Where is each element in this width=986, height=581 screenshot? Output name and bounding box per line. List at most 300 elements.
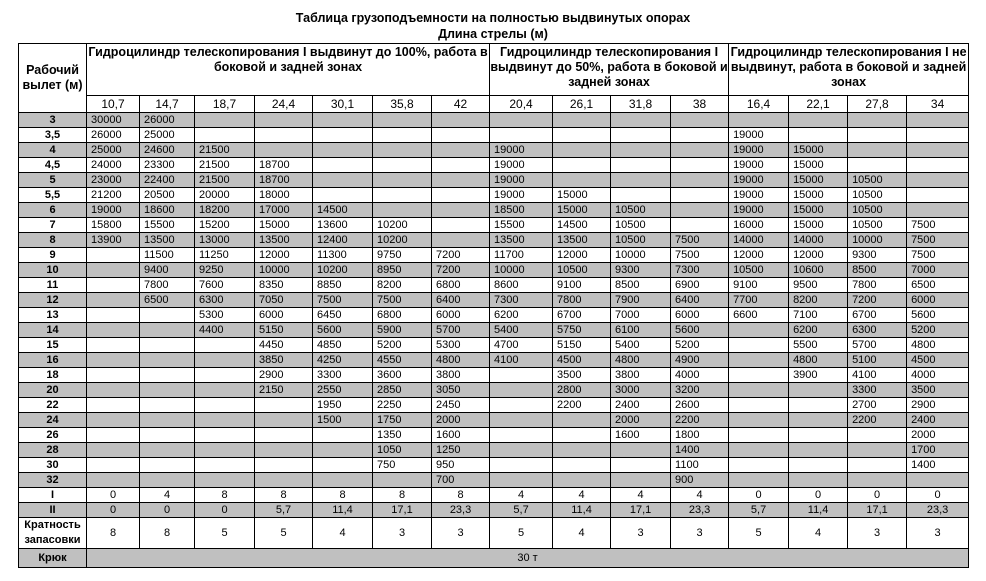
capacity-cell (373, 173, 432, 188)
radius-label: 8 (19, 233, 87, 248)
capacity-cell: 26000 (140, 113, 195, 128)
capacity-cell (789, 443, 848, 458)
capacity-cell (553, 473, 611, 488)
capacity-cell (611, 143, 671, 158)
capacity-cell (611, 113, 671, 128)
capacity-cell: 6000 (432, 308, 490, 323)
capacity-cell: 700 (432, 473, 490, 488)
capacity-cell: 6400 (432, 293, 490, 308)
multiplicity-cell: 3 (432, 518, 490, 549)
capacity-cell: 24600 (140, 143, 195, 158)
capacity-cell: 10200 (373, 233, 432, 248)
radius-label: 15 (19, 338, 87, 353)
capacity-cell (611, 473, 671, 488)
capacity-cell (848, 113, 907, 128)
capacity-cell: 1700 (907, 443, 969, 458)
table-row (19, 353, 969, 368)
capacity-cell: 7500 (907, 233, 969, 248)
hook-value: 30 т (87, 549, 969, 568)
capacity-cell: 13500 (490, 233, 553, 248)
capacity-cell: 3600 (373, 368, 432, 383)
capacity-cell: 7300 (671, 263, 729, 278)
capacity-cell: 18600 (140, 203, 195, 218)
capacity-cell: 8200 (789, 293, 848, 308)
capacity-cell: 1400 (671, 443, 729, 458)
capacity-cell: 15000 (255, 218, 313, 233)
capacity-cell: 15000 (789, 143, 848, 158)
capacity-cell (432, 233, 490, 248)
capacity-cell: 15200 (195, 218, 255, 233)
capacity-cell (432, 173, 490, 188)
capacity-cell (255, 458, 313, 473)
section-cell: 4 (490, 488, 553, 503)
capacity-cell (87, 458, 140, 473)
capacity-cell: 7600 (195, 278, 255, 293)
table-row (19, 383, 969, 398)
capacity-cell: 2550 (313, 383, 373, 398)
table-row (19, 308, 969, 323)
capacity-cell: 7200 (432, 263, 490, 278)
radius-label: 20 (19, 383, 87, 398)
capacity-cell: 2200 (553, 398, 611, 413)
capacity-cell (140, 323, 195, 338)
capacity-cell (373, 143, 432, 158)
capacity-cell: 4000 (671, 368, 729, 383)
capacity-cell: 25000 (87, 143, 140, 158)
capacity-cell: 19000 (490, 173, 553, 188)
boom-length-header: 16,4 (729, 96, 789, 113)
capacity-cell (373, 473, 432, 488)
capacity-cell: 22400 (140, 173, 195, 188)
capacity-cell (255, 143, 313, 158)
capacity-cell: 15800 (87, 218, 140, 233)
table-row (19, 458, 969, 473)
group-header: Гидроцилиндр телескопирования I выдвинут до 50%, работа в боковой и задней зонах (490, 44, 729, 96)
multiplicity-cell: 5 (729, 518, 789, 549)
capacity-cell: 15500 (490, 218, 553, 233)
radius-label: 28 (19, 443, 87, 458)
capacity-cell (313, 458, 373, 473)
radius-label: 5,5 (19, 188, 87, 203)
capacity-cell: 4800 (907, 338, 969, 353)
capacity-cell: 10000 (490, 263, 553, 278)
capacity-cell: 13500 (553, 233, 611, 248)
capacity-cell (87, 323, 140, 338)
capacity-cell (432, 113, 490, 128)
capacity-cell: 21200 (87, 188, 140, 203)
capacity-cell: 15000 (553, 203, 611, 218)
capacity-cell (671, 188, 729, 203)
capacity-cell (729, 323, 789, 338)
radius-label: 26 (19, 428, 87, 443)
capacity-cell: 7100 (789, 308, 848, 323)
capacity-cell (848, 473, 907, 488)
radius-label: 12 (19, 293, 87, 308)
capacity-cell: 6100 (611, 323, 671, 338)
capacity-cell (195, 383, 255, 398)
capacity-cell: 5400 (611, 338, 671, 353)
capacity-cell: 6600 (729, 308, 789, 323)
table-row (19, 263, 969, 278)
table-row (19, 443, 969, 458)
capacity-cell (432, 128, 490, 143)
radius-label: 5 (19, 173, 87, 188)
multiplicity-cell: 4 (313, 518, 373, 549)
section-cell: 5,7 (255, 503, 313, 518)
capacity-cell: 20000 (195, 188, 255, 203)
capacity-cell (789, 473, 848, 488)
capacity-cell (87, 383, 140, 398)
table-row (19, 473, 969, 488)
capacity-cell (671, 128, 729, 143)
boom-length-header: 20,4 (490, 96, 553, 113)
capacity-cell: 10200 (313, 263, 373, 278)
capacity-cell: 7500 (373, 293, 432, 308)
capacity-cell (490, 473, 553, 488)
boom-length-header: 27,8 (848, 96, 907, 113)
multiplicity-cell: 8 (87, 518, 140, 549)
capacity-cell: 21500 (195, 173, 255, 188)
section-label: I (19, 488, 87, 503)
capacity-cell: 25000 (140, 128, 195, 143)
multiplicity-cell: 4 (553, 518, 611, 549)
section-cell: 17,1 (611, 503, 671, 518)
capacity-cell: 1800 (671, 428, 729, 443)
multiplicity-cell: 3 (848, 518, 907, 549)
capacity-cell: 9100 (553, 278, 611, 293)
section-cell: 4 (553, 488, 611, 503)
capacity-cell (140, 353, 195, 368)
capacity-cell (313, 173, 373, 188)
capacity-cell (313, 473, 373, 488)
capacity-cell (611, 458, 671, 473)
capacity-cell: 15000 (789, 218, 848, 233)
capacity-cell: 2850 (373, 383, 432, 398)
capacity-cell (907, 113, 969, 128)
boom-length-header: 14,7 (140, 96, 195, 113)
capacity-cell (729, 383, 789, 398)
table-row (19, 428, 969, 443)
capacity-cell (255, 128, 313, 143)
capacity-cell (490, 413, 553, 428)
capacity-cell (140, 383, 195, 398)
section-row (19, 488, 969, 503)
capacity-cell: 4100 (490, 353, 553, 368)
capacity-cell: 5200 (373, 338, 432, 353)
capacity-cell (729, 353, 789, 368)
capacity-cell: 18000 (255, 188, 313, 203)
capacity-cell: 21500 (195, 158, 255, 173)
capacity-cell: 3300 (848, 383, 907, 398)
capacity-cell: 6800 (373, 308, 432, 323)
capacity-cell (195, 413, 255, 428)
table-row (19, 203, 969, 218)
section-cell: 8 (373, 488, 432, 503)
boom-length-header: 30,1 (313, 96, 373, 113)
radius-label: 22 (19, 398, 87, 413)
capacity-cell (671, 158, 729, 173)
capacity-cell (140, 458, 195, 473)
boom-length-header: 34 (907, 96, 969, 113)
capacity-cell: 6500 (907, 278, 969, 293)
capacity-cell: 14500 (313, 203, 373, 218)
boom-length-header: 31,8 (611, 96, 671, 113)
capacity-cell (729, 368, 789, 383)
capacity-cell (848, 443, 907, 458)
capacity-cell: 2900 (907, 398, 969, 413)
capacity-cell (553, 143, 611, 158)
capacity-cell: 5200 (671, 338, 729, 353)
capacity-cell (671, 203, 729, 218)
capacity-cell: 2450 (432, 398, 490, 413)
capacity-cell (140, 308, 195, 323)
radius-label: 4 (19, 143, 87, 158)
capacity-cell: 1600 (611, 428, 671, 443)
capacity-cell (553, 428, 611, 443)
capacity-cell (255, 113, 313, 128)
capacity-cell: 4400 (195, 323, 255, 338)
capacity-cell: 8350 (255, 278, 313, 293)
capacity-cell: 18700 (255, 158, 313, 173)
multiplicity-cell: 5 (490, 518, 553, 549)
table-row (19, 278, 969, 293)
capacity-cell (907, 203, 969, 218)
capacity-cell (789, 458, 848, 473)
section-cell: 8 (195, 488, 255, 503)
capacity-cell: 5300 (432, 338, 490, 353)
capacity-cell: 5600 (671, 323, 729, 338)
radius-label: 9 (19, 248, 87, 263)
capacity-cell: 4250 (313, 353, 373, 368)
capacity-cell: 11500 (140, 248, 195, 263)
radius-label: 10 (19, 263, 87, 278)
capacity-cell: 11700 (490, 248, 553, 263)
capacity-cell: 6000 (255, 308, 313, 323)
capacity-cell (313, 428, 373, 443)
table-row (19, 323, 969, 338)
capacity-cell (848, 428, 907, 443)
capacity-cell: 1500 (313, 413, 373, 428)
section-cell: 0 (789, 488, 848, 503)
capacity-cell (87, 263, 140, 278)
capacity-cell (195, 353, 255, 368)
capacity-cell (553, 458, 611, 473)
capacity-cell: 10600 (789, 263, 848, 278)
capacity-cell: 18700 (255, 173, 313, 188)
capacity-cell (432, 158, 490, 173)
capacity-cell: 9750 (373, 248, 432, 263)
section-cell: 23,3 (671, 503, 729, 518)
capacity-cell: 5700 (432, 323, 490, 338)
capacity-cell (255, 428, 313, 443)
capacity-cell: 10000 (611, 248, 671, 263)
capacity-cell: 2600 (671, 398, 729, 413)
capacity-cell (611, 188, 671, 203)
section-cell: 8 (432, 488, 490, 503)
capacity-cell: 21500 (195, 143, 255, 158)
capacity-cell: 14000 (789, 233, 848, 248)
capacity-cell: 10500 (611, 218, 671, 233)
capacity-cell: 2200 (671, 413, 729, 428)
capacity-cell: 6450 (313, 308, 373, 323)
capacity-cell (87, 428, 140, 443)
capacity-cell: 3000 (611, 383, 671, 398)
boom-length-header: 24,4 (255, 96, 313, 113)
table-row (19, 218, 969, 233)
capacity-cell: 14500 (553, 218, 611, 233)
capacity-cell: 1400 (907, 458, 969, 473)
capacity-cell (671, 113, 729, 128)
table-row (19, 398, 969, 413)
capacity-cell: 4500 (907, 353, 969, 368)
capacity-cell: 6700 (553, 308, 611, 323)
capacity-cell: 4800 (789, 353, 848, 368)
capacity-cell (313, 188, 373, 203)
capacity-cell (729, 473, 789, 488)
capacity-cell (195, 113, 255, 128)
capacity-cell (140, 443, 195, 458)
capacity-cell: 6300 (195, 293, 255, 308)
capacity-cell (907, 128, 969, 143)
capacity-cell: 19000 (729, 173, 789, 188)
capacity-cell: 6000 (907, 293, 969, 308)
section-cell: 17,1 (373, 503, 432, 518)
multiplicity-cell: 3 (907, 518, 969, 549)
capacity-cell: 7200 (432, 248, 490, 263)
capacity-cell (195, 398, 255, 413)
section-cell: 5,7 (729, 503, 789, 518)
radius-label: 16 (19, 353, 87, 368)
capacity-cell (553, 128, 611, 143)
capacity-cell: 750 (373, 458, 432, 473)
capacity-cell: 900 (671, 473, 729, 488)
capacity-cell: 3800 (611, 368, 671, 383)
capacity-cell: 23000 (87, 173, 140, 188)
capacity-cell: 23300 (140, 158, 195, 173)
capacity-cell: 10500 (848, 173, 907, 188)
capacity-cell: 10500 (848, 188, 907, 203)
capacity-cell (553, 413, 611, 428)
capacity-cell: 7900 (611, 293, 671, 308)
capacity-cell: 1350 (373, 428, 432, 443)
capacity-cell: 8200 (373, 278, 432, 293)
multiplicity-cell: 5 (255, 518, 313, 549)
capacity-table (18, 43, 969, 568)
capacity-cell: 9300 (611, 263, 671, 278)
capacity-cell: 7500 (671, 233, 729, 248)
boom-length-header: 22,1 (789, 96, 848, 113)
capacity-cell: 13500 (255, 233, 313, 248)
capacity-cell (255, 443, 313, 458)
capacity-cell (255, 473, 313, 488)
capacity-cell: 8500 (848, 263, 907, 278)
capacity-cell (907, 158, 969, 173)
boom-length-header: 18,7 (195, 96, 255, 113)
capacity-cell: 20500 (140, 188, 195, 203)
boom-length-header: 38 (671, 96, 729, 113)
capacity-cell (140, 413, 195, 428)
group-header: Гидроцилиндр телескопирования I выдвинут до 100%, работа в боковой и задней зонах (87, 44, 490, 96)
capacity-cell: 1600 (432, 428, 490, 443)
section-cell: 4 (671, 488, 729, 503)
capacity-cell (373, 188, 432, 203)
capacity-cell: 12400 (313, 233, 373, 248)
capacity-cell (490, 458, 553, 473)
table-row (19, 143, 969, 158)
capacity-cell: 10500 (553, 263, 611, 278)
capacity-cell: 8950 (373, 263, 432, 278)
capacity-cell: 19000 (490, 158, 553, 173)
table-row (19, 173, 969, 188)
capacity-cell (195, 443, 255, 458)
capacity-cell (195, 128, 255, 143)
capacity-cell: 4550 (373, 353, 432, 368)
multiplicity-cell: 4 (789, 518, 848, 549)
capacity-cell: 3050 (432, 383, 490, 398)
multiplicity-cell: 3 (611, 518, 671, 549)
capacity-cell: 5150 (553, 338, 611, 353)
capacity-cell (729, 443, 789, 458)
capacity-cell: 7800 (140, 278, 195, 293)
capacity-cell: 7050 (255, 293, 313, 308)
capacity-cell (907, 173, 969, 188)
table-row (19, 248, 969, 263)
capacity-cell (553, 173, 611, 188)
capacity-cell (195, 428, 255, 443)
capacity-cell (432, 218, 490, 233)
capacity-cell (729, 413, 789, 428)
table-row (19, 233, 969, 248)
section-cell: 17,1 (848, 503, 907, 518)
capacity-cell (87, 248, 140, 263)
capacity-cell: 13000 (195, 233, 255, 248)
capacity-cell: 7500 (671, 248, 729, 263)
boom-length-header: 10,7 (87, 96, 140, 113)
capacity-cell: 13500 (140, 233, 195, 248)
capacity-cell (789, 113, 848, 128)
capacity-cell (611, 128, 671, 143)
capacity-cell (490, 443, 553, 458)
capacity-cell: 19000 (729, 203, 789, 218)
capacity-cell (195, 473, 255, 488)
capacity-cell: 5400 (490, 323, 553, 338)
capacity-cell: 7000 (611, 308, 671, 323)
capacity-cell: 2800 (553, 383, 611, 398)
capacity-cell (611, 158, 671, 173)
capacity-cell: 1250 (432, 443, 490, 458)
capacity-cell (848, 128, 907, 143)
capacity-cell: 19000 (87, 203, 140, 218)
radius-label: 3,5 (19, 128, 87, 143)
capacity-cell (87, 278, 140, 293)
radius-label: 13 (19, 308, 87, 323)
capacity-cell: 15500 (140, 218, 195, 233)
capacity-cell: 26000 (87, 128, 140, 143)
capacity-cell: 2400 (611, 398, 671, 413)
table-title: Таблица грузоподъемности на полностью выдвинутых опорах (295, 11, 691, 25)
capacity-cell: 3500 (907, 383, 969, 398)
capacity-cell: 12000 (255, 248, 313, 263)
multiplicity-cell: 8 (140, 518, 195, 549)
capacity-cell: 8500 (611, 278, 671, 293)
table-row (19, 113, 969, 128)
capacity-cell: 3300 (313, 368, 373, 383)
capacity-cell (87, 368, 140, 383)
radius-label: 11 (19, 278, 87, 293)
capacity-cell (490, 368, 553, 383)
capacity-cell: 9100 (729, 278, 789, 293)
capacity-cell (848, 458, 907, 473)
